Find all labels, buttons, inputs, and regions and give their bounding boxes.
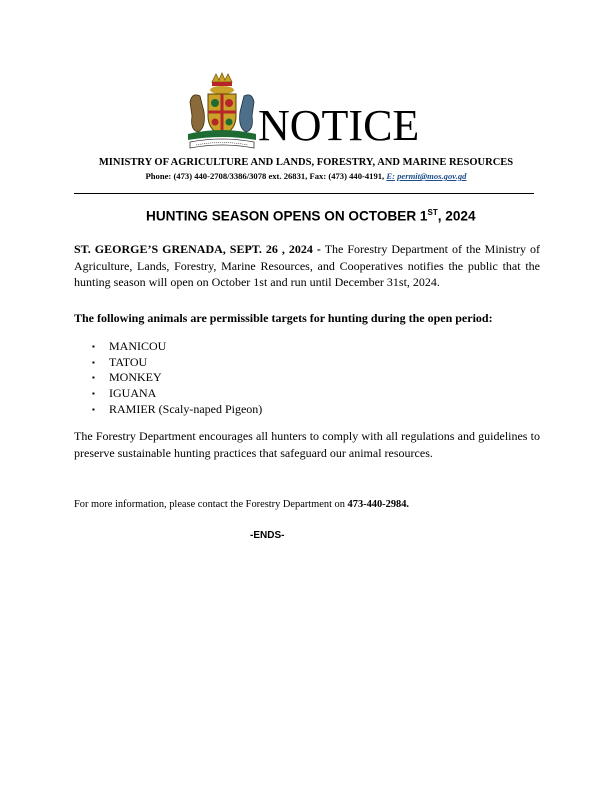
- contact-info: [74, 499, 409, 510]
- email-label: E:: [386, 171, 395, 181]
- list-item: ▪ MONKEY: [92, 370, 262, 386]
- list-item: ▪ MANICOU: [92, 339, 262, 355]
- contact-details: Phone: (473) 440-2708/3386/3078 ext. 26831, Fax: (473) 440-4191,: [145, 171, 387, 181]
- email-link[interactable]: permit@mos.gov.gd: [397, 171, 467, 181]
- closing-paragraph: The Forestry Department encourages all hunters to comply with all regulations and guidelines to preserve sustainable hunting practices that safeguard our animal resources.: [74, 429, 540, 460]
- contact-info-text: For more information, please contact the Forestry Department on: [74, 499, 348, 510]
- contact-line: [0, 171, 612, 181]
- dateline: ST. GEORGE’S GRENADA, SEPT. 26 , 2024 -: [74, 242, 321, 256]
- headline-year: , 2024: [437, 208, 476, 224]
- header-divider: [74, 193, 534, 194]
- intro-paragraph: [74, 241, 540, 291]
- notice-title: NOTICE: [258, 101, 420, 150]
- list-item: ▪ RAMIER (Scaly-naped Pigeon): [92, 402, 262, 418]
- list-item: ▪ TATOU: [92, 355, 262, 371]
- headline: [146, 208, 476, 224]
- ends-marker: -ENDS-: [250, 530, 285, 541]
- list-item: ▪ IGUANA: [92, 386, 262, 402]
- headline-superscript: ST: [427, 208, 438, 217]
- animal-list: [92, 339, 262, 418]
- coat-of-arms-icon: [182, 72, 262, 152]
- intro-text: The Forestry Department of the Ministry of Agriculture, Lands, Forestry, Marine Resources, and Cooperatives notifies the public that the hunting season will open on October 1st and run until December 31st, 2024.: [74, 242, 540, 289]
- ministry-name: MINISTRY OF AGRICULTURE AND LANDS, FORESTRY, AND MARINE RESOURCES: [98, 157, 514, 168]
- phone-number: 473-440-2984.: [347, 499, 410, 510]
- headline-text: HUNTING SEASON OPENS ON OCTOBER 1: [146, 208, 428, 224]
- list-lead: The following animals are permissible targets for hunting during the open period:: [74, 311, 493, 325]
